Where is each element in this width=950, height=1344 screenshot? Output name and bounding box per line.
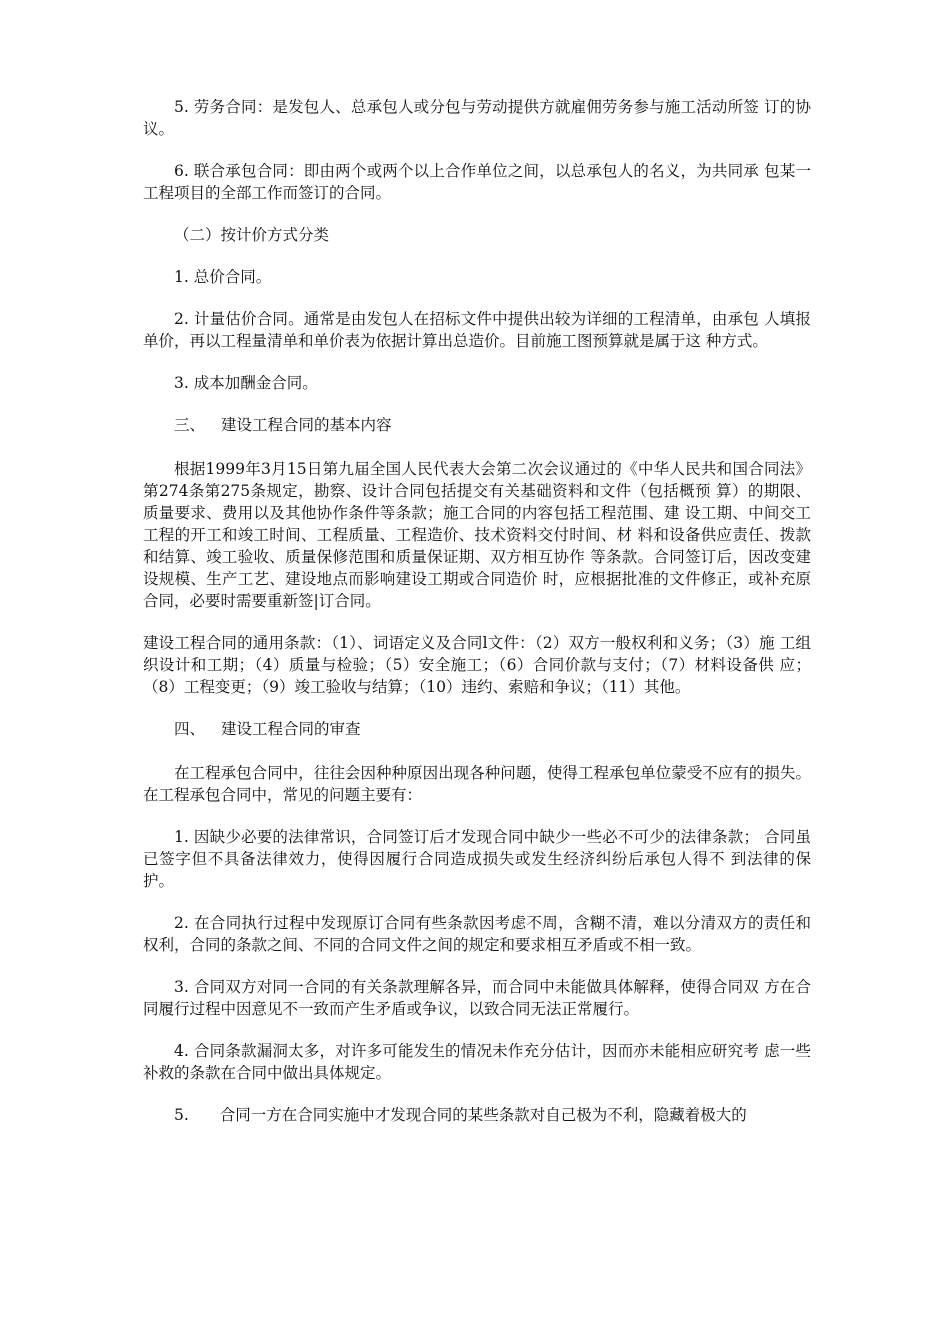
document-page (143, 96, 811, 1126)
section-title: 建设工程合同的审查 (221, 720, 361, 738)
paragraph-common-problems: 在工程承包合同中，往往会因种种原因出现各种问题，使得工程承包单位蒙受不应有的损失。在工程承包合同中，常见的问题主要有： (143, 764, 811, 804)
section-heading-basic-content (143, 414, 811, 436)
section-number: 三、 (174, 416, 206, 434)
section-heading-contract-review (143, 718, 811, 740)
paragraph-labor-contract: 5. 劳务合同：是发包人、总承包人或分包与劳动提供方就雇佣劳务参与施工活动所签 订的协议。 (143, 98, 811, 138)
section-number: 四、 (174, 720, 206, 738)
paragraph-problem-4: 4. 合同条款漏洞太多，对许多可能发生的情况未作充分估计，因而亦未能相应研究考 虑一些补救的条款在合同中做出具体规定。 (143, 1042, 811, 1082)
subheading-pricing-method: （二）按计价方式分类 (174, 226, 330, 244)
paragraph-unit-price-contract: 2. 计量估价合同。通常是由发包人在招标文件中提供出较为详细的工程清单，由承包 人填报单价，再以工程量清单和单价表为依据计算出总造价。目前施工图预算就是属于这 种方式。 (143, 310, 811, 350)
paragraph-cost-plus-contract: 3. 成本加酬金合同。 (174, 374, 318, 392)
paragraph-contract-law: 根据1999年3月15日第九届全国人民代表大会第二次会议通过的《中华人民共和国合同法》第274条第275条规定，勘察、设计合同包括提交有关基础资料和文件（包括概预 算）的期限、质量要求、费用以及其他协作条件等条款；施工合同的内容包括工程范围、建 设工期、中间交工工程的开工和竣工时间、工程质量、工程造价、技术资料交付时间、材 料和设备供应责任、拨款和结算、竣工验收、质量保修范围和质量保证期、双方相互协作 等条款。合同签订后，因改变建设规模、生产工艺、建设地点而影响建设工期或合同造价 时，应根据批准的文件修正，或补充原合同，必要时需要重新签|订合同。 (143, 460, 811, 610)
paragraph-problem-5: 5. 合同一方在合同实施中才发现合同的某些条款对自己极为不利，隐藏着极大的 (174, 1106, 747, 1124)
paragraph-joint-contract: 6. 联合承包合同：即由两个或两个以上合作单位之间，以总承包人的名义，为共同承 包某一工程项目的全部工作而签订的合同。 (143, 162, 811, 202)
paragraph-problem-2: 2. 在合同执行过程中发现原订合同有些条款因考虑不周，含糊不清，难以分清双方的责任和权利，合同的条款之间、不同的合同文件之间的规定和要求相互矛盾或不相一致。 (143, 914, 811, 954)
paragraph-general-clauses: 建设工程合同的通用条款：（1）、词语定义及合同l文件：（2）双方一般权利和义务；（3）施 工组织设计和工期；（4）质量与检验；（5）安全施工；（6）合同价款与支付；（7）材料设备供 应；（8）工程变更；（9）竣工验收与结算；（10）违约、索赔和争议；（11）其他。 (143, 634, 811, 696)
section-title: 建设工程合同的基本内容 (221, 416, 392, 434)
paragraph-lump-sum-contract: 1. 总价合同。 (174, 268, 272, 286)
paragraph-problem-1: 1. 因缺少必要的法律常识，合同签订后才发现合同中缺少一些必不可少的法律条款； 合同虽已签字但不具备法律效力，使得因履行合同造成损失或发生经济纠纷后承包人得不 到法律的保护。 (143, 828, 811, 890)
paragraph-problem-3: 3. 合同双方对同一合同的有关条款理解各异，而合同中未能做具体解释，使得合同双 方在合同履行过程中因意见不一致而产生矛盾或争议，以致合同无法正常履行。 (143, 978, 811, 1018)
